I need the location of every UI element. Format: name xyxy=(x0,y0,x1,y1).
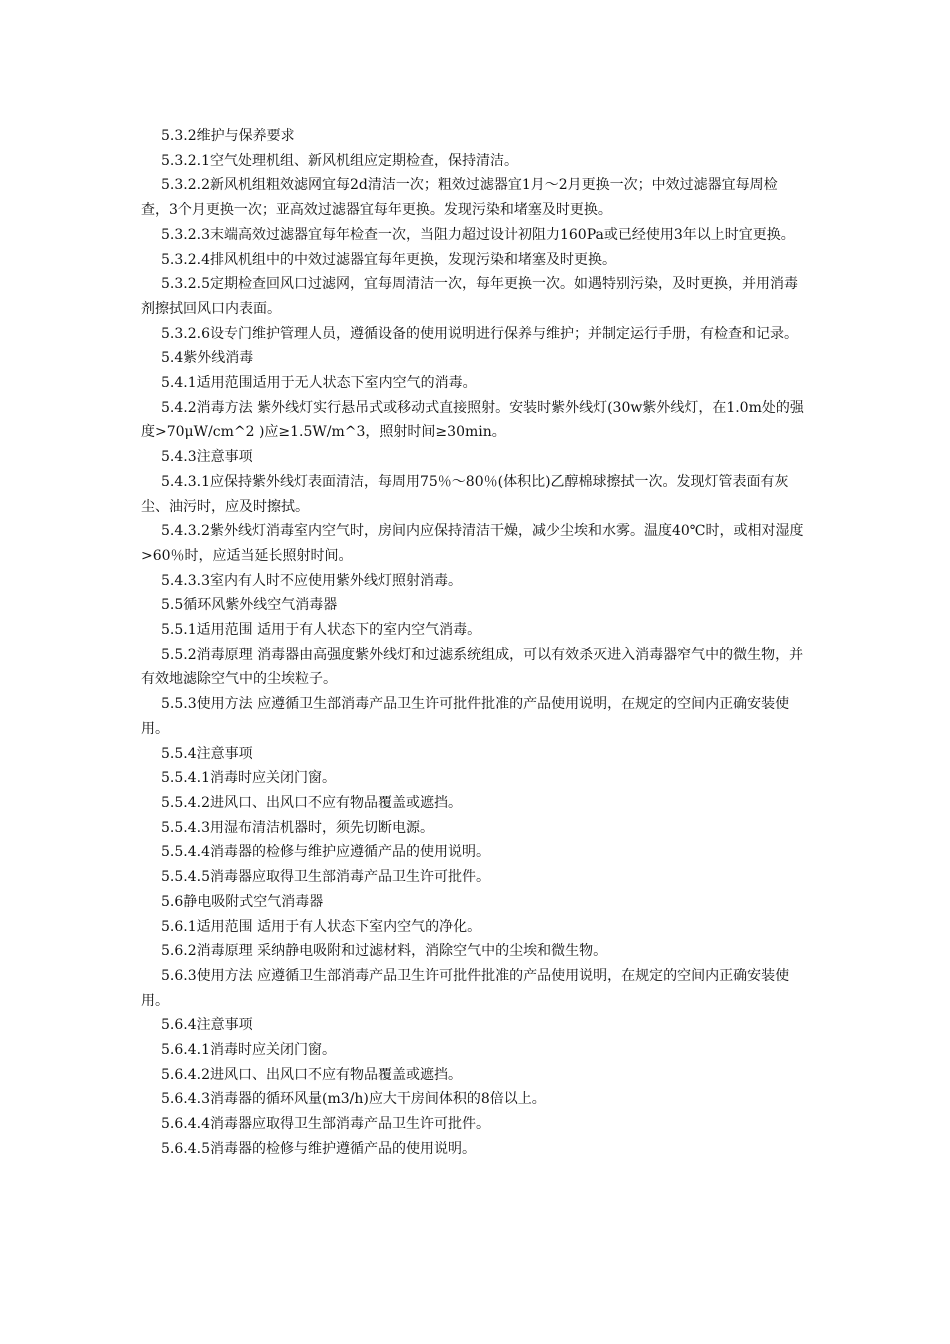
paragraph-5-3-2-4: 5.3.2.4排风机组中的中效过滤器宜每年更换，发现污染和堵塞及时更换。 xyxy=(161,251,616,268)
paragraph-5-3-2-3: 5.3.2.3末端高效过滤器宜每年检查一次，当阻力超过设计初阻力160Pa或已经使用3年以上时宜更换。 xyxy=(161,226,795,243)
paragraph-5-4-3-2: 5.4.3.2紫外线灯消毒室内空气时，房间内应保持清洁干燥，减少尘埃和水雾。温度40℃时，或相对湿度>60％时，应适当延长照射时间。 xyxy=(141,523,804,564)
paragraph-5-3-2-6: 5.3.2.6设专门维护管理人员，遵循设备的使用说明进行保养与维护；并制定运行手册，有检查和记录。 xyxy=(161,325,798,342)
paragraph-5-5-4-1: 5.5.4.1消毒时应关闭门窗。 xyxy=(161,770,336,787)
paragraph-5-5-4-4: 5.5.4.4消毒器的检修与维护应遵循产品的使用说明。 xyxy=(161,844,490,861)
paragraph-5-3-2-2: 5.3.2.2新风机组粗效滤网宜每2d清洁一次；粗效过滤器宜1月～2月更换一次；中效过滤器宜每周检查，3个月更换一次；亚高效过滤器宜每年更换。发现污染和堵塞及时更换。 xyxy=(141,177,778,219)
heading-5-5-4: 5.5.4注意事项 xyxy=(161,745,253,762)
paragraph-5-4-1: 5.4.1适用范围适用于无人状态下室内空气的消毒。 xyxy=(161,375,477,392)
paragraph-5-5-1: 5.5.1适用范围 适用于有人状态下的室内空气消毒。 xyxy=(161,622,482,639)
heading-5-4-3: 5.4.3注意事项 xyxy=(161,449,253,466)
paragraph-5-6-4-2: 5.6.4.2进风口、出风口不应有物品覆盖或遮挡。 xyxy=(161,1066,462,1083)
paragraph-5-5-4-2: 5.5.4.2进风口、出风口不应有物品覆盖或遮挡。 xyxy=(161,794,462,811)
paragraph-5-6-4-4: 5.6.4.4消毒器应取得卫生部消毒产品卫生许可批件。 xyxy=(161,1116,490,1133)
paragraph-5-5-2: 5.5.2消毒原理 消毒器由高强度紫外线灯和过滤系统组成，可以有效杀灭进入消毒器窄气中的微生物，并有效地滤除空气中的尘埃粒子。 xyxy=(141,646,804,688)
paragraph-5-5-3: 5.5.3使用方法 应遵循卫生部消毒产品卫生许可批件批准的产品使用说明，在规定的空间内正确安装使用。 xyxy=(141,696,790,737)
paragraph-5-6-4-3: 5.6.4.3消毒器的循环风量(m3/h)应大干房间体积的8倍以上。 xyxy=(161,1091,546,1108)
paragraph-5-4-3-3: 5.4.3.3室内有人时不应使用紫外线灯照射消毒。 xyxy=(161,572,462,589)
paragraph-5-5-4-5: 5.5.4.5消毒器应取得卫生部消毒产品卫生许可批件。 xyxy=(161,869,490,886)
paragraph-5-6-2: 5.6.2消毒原理 采纳静电吸附和过滤材料，消除空气中的尘埃和微生物。 xyxy=(161,943,608,960)
paragraph-5-6-3: 5.6.3使用方法 应遵循卫生部消毒产品卫生许可批件批准的产品使用说明，在规定的空间内正确安装使用。 xyxy=(141,967,790,1009)
paragraph-5-3-2-1: 5.3.2.1空气处理机组、新风机组应定期检查，保持清洁。 xyxy=(161,152,518,169)
paragraph-5-6-4-5: 5.6.4.5消毒器的检修与维护遵循产品的使用说明。 xyxy=(161,1140,476,1157)
paragraph-5-4-3-1: 5.4.3.1应保持紫外线灯表面清洁，每周用75％～80％(体积比)乙醇棉球擦拭一次。发现灯管表面有灰尘、油污时，应及时擦拭。 xyxy=(141,473,789,515)
paragraph-5-4-2: 5.4.2消毒方法 紫外线灯实行悬吊式或移动式直接照射。安装时紫外线灯(30w紫外线灯，在1.0m处的强度>70μW/cm^2 )应≥1.5W/m^3，照射时间≥30min。 xyxy=(141,399,804,441)
paragraph-5-5-4-3: 5.5.4.3用湿布清洁机器时，须先切断电源。 xyxy=(161,819,434,836)
paragraph-5-3-2-5: 5.3.2.5定期检查回风口过滤网，宜每周清洁一次，每年更换一次。如遇特别污染，及时更换，并用消毒剂擦拭回风口内表面。 xyxy=(141,276,798,317)
heading-5-5: 5.5循环风紫外线空气消毒器 xyxy=(161,597,338,614)
document-body xyxy=(141,124,805,1162)
heading-5-3-2: 5.3.2维护与保养要求 xyxy=(161,128,295,144)
heading-5-6-4: 5.6.4注意事项 xyxy=(161,1017,253,1034)
heading-5-4: 5.4紫外线消毒 xyxy=(161,350,254,367)
paragraph-5-6-1: 5.6.1适用范围 适用于有人状态下室内空气的净化。 xyxy=(161,918,482,935)
heading-5-6: 5.6静电吸附式空气消毒器 xyxy=(161,893,324,910)
paragraph-5-6-4-1: 5.6.4.1消毒时应关闭门窗。 xyxy=(161,1042,336,1059)
